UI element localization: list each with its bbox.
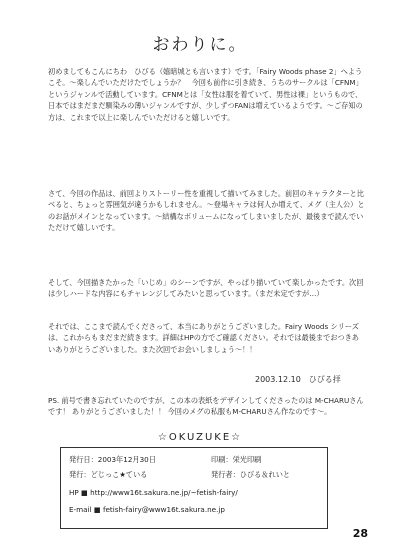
page-title: おわりに。 [152,35,248,55]
mail-icon: ■ [93,505,101,514]
issue-date-value: 2003年12月30日 [97,455,156,464]
homepage-icon: ■ [81,488,88,497]
editor-row [211,470,290,480]
editor-value: ひびる＆れいと [239,470,291,479]
homepage-row [69,488,238,497]
postscript: PS. 前号で書き忘れていたのですが、この本の表紙をデザインしてくださったのは M-CHARUさん です！ ありがとうございました！！ 今回のメグの私服もM-CHARUさん作なのです～。 [48,396,366,417]
publisher-label: 発行： [69,470,91,479]
colophon-box [60,447,328,529]
homepage-url[interactable]: http://www16t.sakura.ne.jp/~fetish-fairy/ [90,488,238,497]
afterword-paragraph: それでは、ここまで読んでくださって、本当にありがとうございました。Fairy Woods シリーズは、これからもまだまだ続きます。詳細はHPの方でご確認ください。それでは最後までおつきあいありがとうございました。また次回でお会いしましょう～！！ [48,322,359,354]
email-address[interactable]: fetish-fairy@www16t.sakura.ne.jp [102,505,225,514]
printer-row [211,455,261,465]
email-label: E-mail [69,505,92,514]
afterword-paragraph: そして、今回描きたかった「いじめ」のシーンですが、やっぱり描いていて楽しかったです。次回は少しハードな内容にもチャレンジしてみたいと思っています。（まだ未定ですが…） [48,278,364,299]
homepage-label: HP [69,488,79,497]
issue-date-label: 発行日： [69,455,98,464]
page-number: 28 [352,527,368,540]
issue-date-row [69,455,156,465]
email-row [69,505,225,514]
colophon-heading: ☆OKUZUKE☆ [157,432,243,443]
author-signature: 2003.12.10 ひびる拝 [255,375,341,384]
afterword-paragraph: さて、今回の作品は、前回よりストーリー性を重視して描いてみました。前回のキャラクターと比べると、ちょっと雰囲気が違うかもしれません。～登場キャラは何人か増えて、メグ（主人公）とのお話がメインとなっています。～結構なボリュームになってしまいましたが、最後まで読んでいただけて嬉しいです。 [48,189,365,233]
afterword-paragraph: 初めましてもこんにちわ ひびる（嬉暗城とも言います）です。「Fairy Woods phase 2」へようこそ。～楽しんでいただけたでしょうか？ 今回も前作に引き続き、うちのサークルは「CFNM」というジャンルで活動しています。CFNMとは「女性は服を着ていて、男性は裸」というもので、日本ではまだまだ馴染みの薄いジャンルですが、少しずつFANは増えているようです。～ご存知の方は、これまで以上に楽しんでいただけると嬉しいです。 [48,67,363,122]
printer-label: 印刷： [211,455,233,464]
publisher-value: どじっこ★ている [90,470,148,479]
publisher-row [69,470,147,480]
editor-label: 発行者： [211,470,240,479]
printer-value: 栄光印刷 [232,455,262,464]
